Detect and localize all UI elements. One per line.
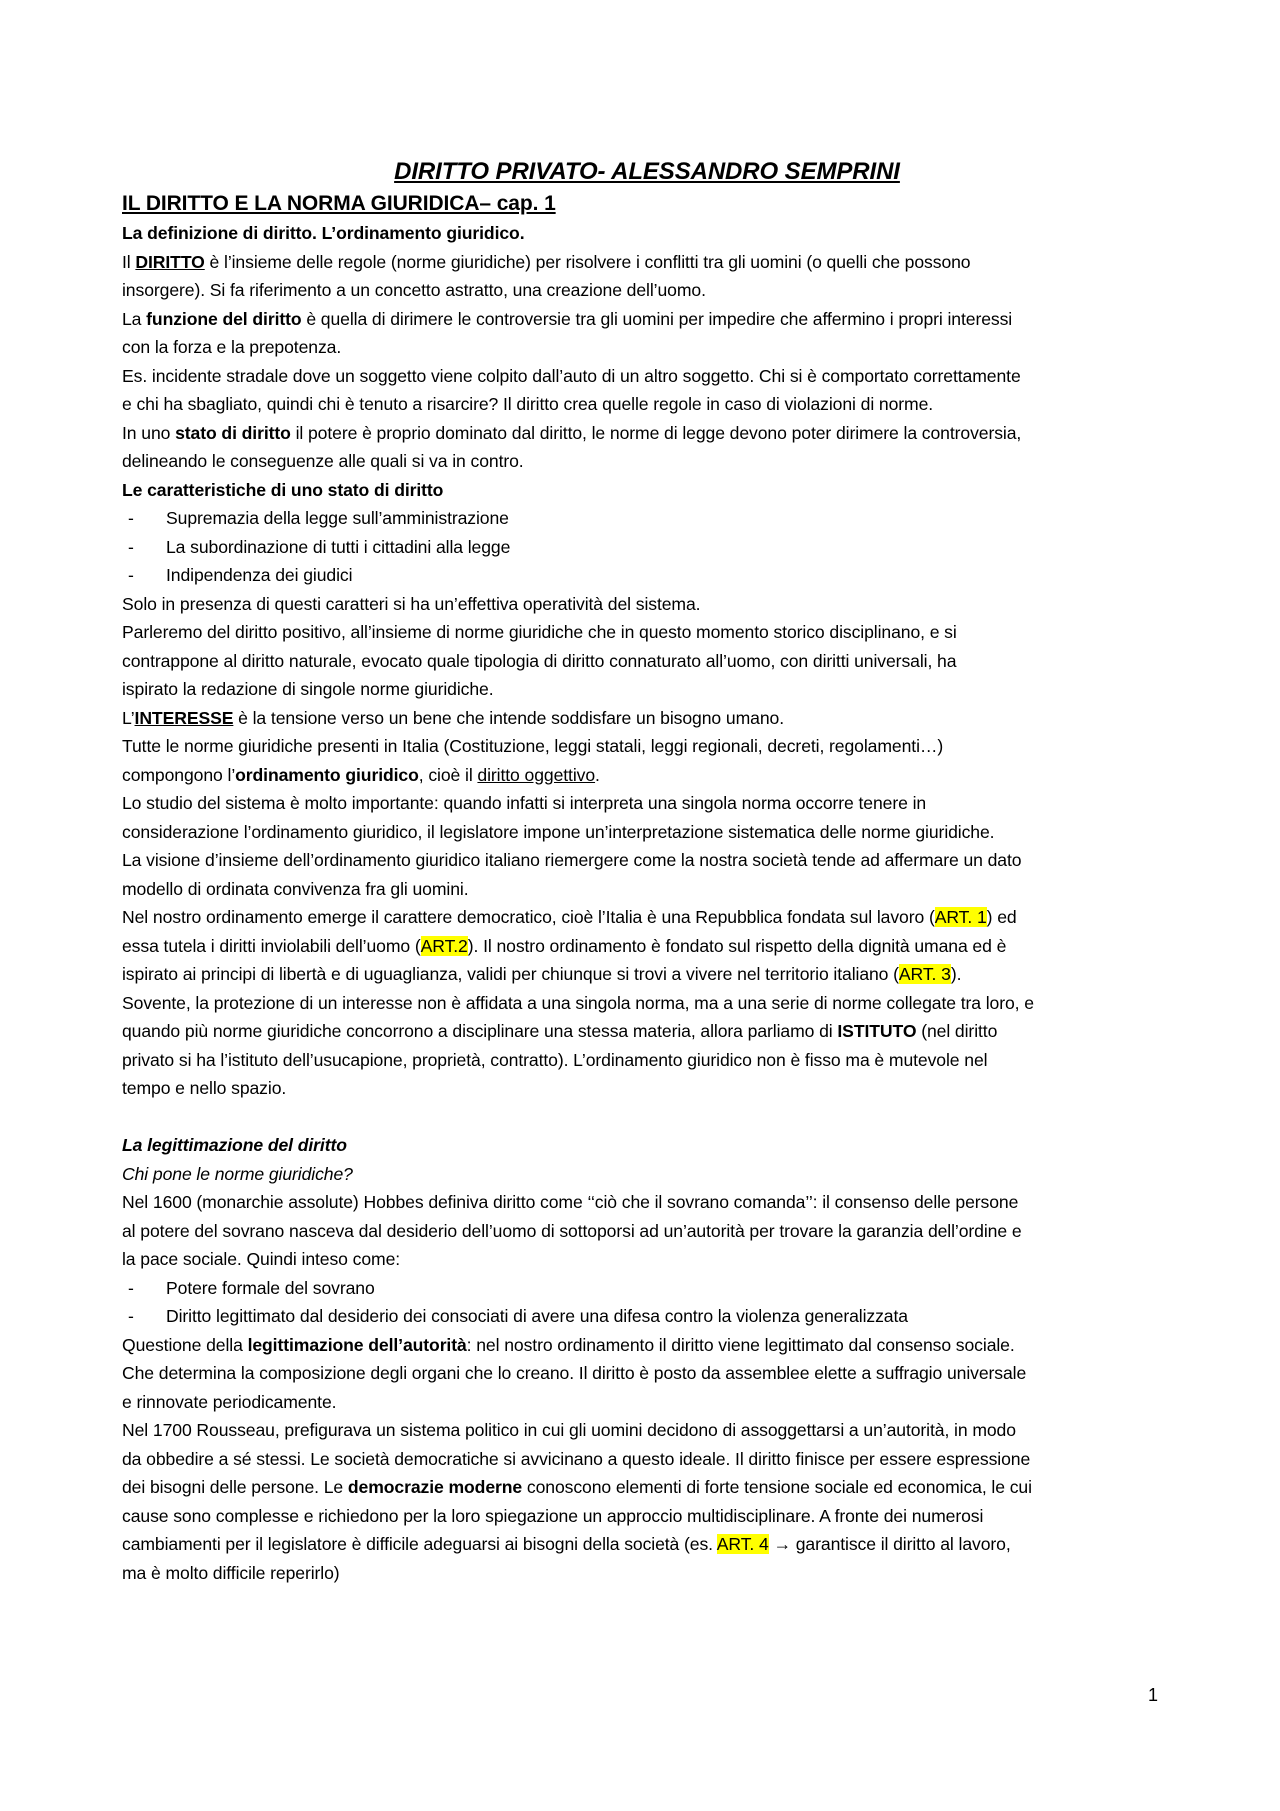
list-item xyxy=(122,561,1172,590)
paragraph-line: Lo studio del sistema è molto importante: quando infatti si interpreta una singola norma occorre tenere in xyxy=(122,793,927,813)
text: ). xyxy=(950,964,962,984)
keyword: ISTITUTO xyxy=(837,1021,917,1041)
keyword: legittimazione dell’autorità xyxy=(247,1334,467,1355)
text: cambiamenti per il legislatore è difficile adeguarsi ai bisogni della società (es. xyxy=(122,1534,717,1554)
paragraph-line: da obbedire a sé stessi. Le società democratiche si avvicinano a questo ideale. Il diritto finisce per essere espressione xyxy=(122,1448,1031,1469)
paragraph-line: delineando le conseguenze alle quali si va in contro. xyxy=(122,451,524,471)
paragraph-line: Tutte le norme giuridiche presenti in Italia (Costituzione, leggi statali, leggi regionali, decreti, regolamenti…) xyxy=(122,736,944,756)
section-heading: La definizione di diritto. L’ordinamento giuridico. xyxy=(122,223,525,243)
paragraph-line: Che determina la composizione degli organi che lo creano. Il diritto è posto da assemblee elette a suffragio universale xyxy=(122,1363,1027,1383)
bullet-dash: - xyxy=(128,536,134,557)
text: L’ xyxy=(122,707,135,728)
text: è quella di dirimere le controversie tra gli uomini per impedire che affermino i propri interessi xyxy=(301,308,1013,329)
text: La xyxy=(122,308,147,329)
text: ispirato ai principi di libertà e di uguaglianza, validi per chiunque si trovi a vivere nel territorio italiano ( xyxy=(122,964,899,984)
keyword: ordinamento giuridico xyxy=(235,764,419,785)
text: Il xyxy=(122,251,136,272)
article-highlight: ART. 1 xyxy=(934,907,987,927)
paragraph xyxy=(122,1017,1172,1046)
paragraph-line: considerazione l’ordinamento giuridico, il legislatore impone un’interpretazione sistematica delle norme giuridiche. xyxy=(122,821,995,842)
paragraph-line: al potere del sovrano nasceva dal desiderio dell’uomo di sottoporsi ad un’autorità per trovare la garanzia dell’ordine e xyxy=(122,1220,1022,1241)
text: il potere è proprio dominato dal diritto, le norme di legge devono poter dirimere la controversia, xyxy=(290,422,1022,443)
paragraph-line: contrappone al diritto naturale, evocato quale tipologia di diritto connaturato all’uomo, con diritti universali, ha xyxy=(122,650,957,671)
paragraph-line: la pace sociale. Quindi inteso come: xyxy=(122,1249,401,1269)
paragraph xyxy=(122,1530,1172,1559)
paragraph xyxy=(122,704,1172,733)
document-title: DIRITTO PRIVATO- ALESSANDRO SEMPRINI xyxy=(394,158,900,185)
section-heading: La legittimazione del diritto xyxy=(122,1135,347,1155)
paragraph-line: ma è molto difficile reperirlo) xyxy=(122,1562,340,1583)
paragraph xyxy=(122,932,1172,961)
text: garantisce il diritto al lavoro, xyxy=(795,1534,1011,1554)
paragraph xyxy=(122,248,1172,277)
article-highlight: ART. 4 xyxy=(716,1534,769,1554)
paragraph xyxy=(122,903,1172,932)
keyword: DIRITTO xyxy=(135,251,205,272)
document-body xyxy=(122,155,1172,1587)
text: quando più norme giuridiche concorrono a disciplinare una stessa materia, allora parliamo di xyxy=(122,1021,838,1041)
list-item xyxy=(122,504,1172,533)
text: dei bisogni delle persone. Le xyxy=(122,1477,348,1497)
paragraph-line: Sovente, la protezione di un interesse non è affidata a una singola norma, ma a una serie di norme collegate tra loro, e xyxy=(122,992,1034,1013)
text: è la tensione verso un bene che intende soddisfare un bisogno umano. xyxy=(233,707,784,728)
paragraph-line: modello di ordinata convivenza fra gli uomini. xyxy=(122,878,469,899)
paragraph xyxy=(122,1473,1172,1502)
list-item-text: Potere formale del sovrano xyxy=(166,1277,375,1298)
list-item-text: Diritto legittimato dal desiderio dei consociati di avere una difesa contro la violenza generalizzata xyxy=(166,1306,908,1326)
paragraph-line: insorgere). Si fa riferimento a un concetto astratto, una creazione dell’uomo. xyxy=(122,280,706,300)
text: . xyxy=(595,764,600,785)
text: , cioè il xyxy=(418,764,478,785)
paragraph xyxy=(122,305,1172,334)
keyword: diritto oggettivo xyxy=(477,764,596,785)
paragraph-line: Nel 1700 Rousseau, prefigurava un sistema politico in cui gli uomini decidono di assoggettarsi a un’autorità, in modo xyxy=(122,1420,1016,1440)
paragraph-line: Parleremo del diritto positivo, all’insieme di norme giuridiche che in questo momento storico disciplinano, e si xyxy=(122,622,957,642)
list-item-text: Indipendenza dei giudici xyxy=(166,565,353,585)
text: : nel nostro ordinamento il diritto viene legittimato dal consenso sociale. xyxy=(466,1334,1015,1355)
page-number: 1 xyxy=(1148,1685,1159,1705)
text: In uno xyxy=(122,422,176,443)
paragraph-line: con la forza e la prepotenza. xyxy=(122,337,342,357)
paragraph xyxy=(122,960,1172,989)
bullet-dash: - xyxy=(128,565,134,585)
text: conoscono elementi di forte tensione sociale ed economica, le cui xyxy=(522,1477,1032,1497)
paragraph-line: Es. incidente stradale dove un soggetto viene colpito dall’auto di un altro soggetto. Chi si è comportato correttamente xyxy=(122,365,1021,386)
paragraph-line: tempo e nello spazio. xyxy=(122,1078,287,1098)
text: Questione della xyxy=(122,1334,248,1355)
paragraph-line: privato si ha l’istituto dell’usucapione, proprietà, contratto). L’ordinamento giuridico non è fisso ma è mutevole nel xyxy=(122,1049,988,1070)
text: compongono l’ xyxy=(122,764,236,785)
paragraph xyxy=(122,1331,1172,1360)
paragraph-line: Solo in presenza di questi caratteri si ha un’effettiva operatività del sistema. xyxy=(122,593,701,614)
keyword: stato di diritto xyxy=(175,422,291,443)
section-heading: Le caratteristiche di uno stato di diritto xyxy=(122,479,444,500)
paragraph-line: La visione d’insieme dell’ordinamento giuridico italiano riemergere come la nostra società tende ad affermare un dato xyxy=(122,850,1022,870)
keyword: funzione del diritto xyxy=(146,308,302,329)
list-item-text: Supremazia della legge sull’amministrazione xyxy=(166,508,509,528)
blank-line xyxy=(122,1103,1172,1132)
paragraph-line: e rinnovate periodicamente. xyxy=(122,1391,337,1412)
arrow-icon: → xyxy=(768,1534,796,1554)
list-item-text: La subordinazione di tutti i cittadini alla legge xyxy=(166,536,511,557)
article-highlight: ART. 3 xyxy=(898,964,951,984)
text: essa tutela i diritti inviolabili dell’uomo ( xyxy=(122,935,421,956)
section-subheading: Chi pone le norme giuridiche? xyxy=(122,1163,353,1184)
paragraph-line: e chi ha sbagliato, quindi chi è tenuto a risarcire? Il diritto crea quelle regole in caso di violazioni di norme. xyxy=(122,394,934,414)
paragraph xyxy=(122,419,1172,448)
bullet-dash: - xyxy=(128,1306,134,1326)
paragraph-line: ispirato la redazione di singole norme giuridiche. xyxy=(122,679,494,699)
text: Nel nostro ordinamento emerge il carattere democratico, cioè l’Italia è una Repubblica fondata sul lavoro ( xyxy=(122,907,935,927)
paragraph-line: cause sono complesse e richiedono per la loro spiegazione un approccio multidisciplinare. A fronte dei numerosi xyxy=(122,1505,984,1526)
keyword: INTERESSE xyxy=(134,707,234,728)
list-item xyxy=(122,1274,1172,1303)
bullet-dash: - xyxy=(128,1277,134,1298)
paragraph xyxy=(122,761,1172,790)
list-item xyxy=(122,533,1172,562)
article-highlight: ART.2 xyxy=(420,935,468,956)
text: ) ed xyxy=(986,907,1017,927)
keyword: democrazie moderne xyxy=(347,1477,523,1497)
text: (nel diritto xyxy=(916,1021,998,1041)
chapter-title: IL DIRITTO E LA NORMA GIURIDICA– cap. 1 xyxy=(122,192,556,215)
paragraph-line: Nel 1600 (monarchie assolute) Hobbes definiva diritto come ‘‘ciò che il sovrano comanda’’: il consenso delle persone xyxy=(122,1192,1019,1212)
text: ). Il nostro ordinamento è fondato sul rispetto della dignità umana ed è xyxy=(467,935,1007,956)
bullet-dash: - xyxy=(128,508,134,528)
list-item xyxy=(122,1302,1172,1331)
text: è l’insieme delle regole (norme giuridiche) per risolvere i conflitti tra gli uomini (o quelli che possono xyxy=(204,251,971,272)
